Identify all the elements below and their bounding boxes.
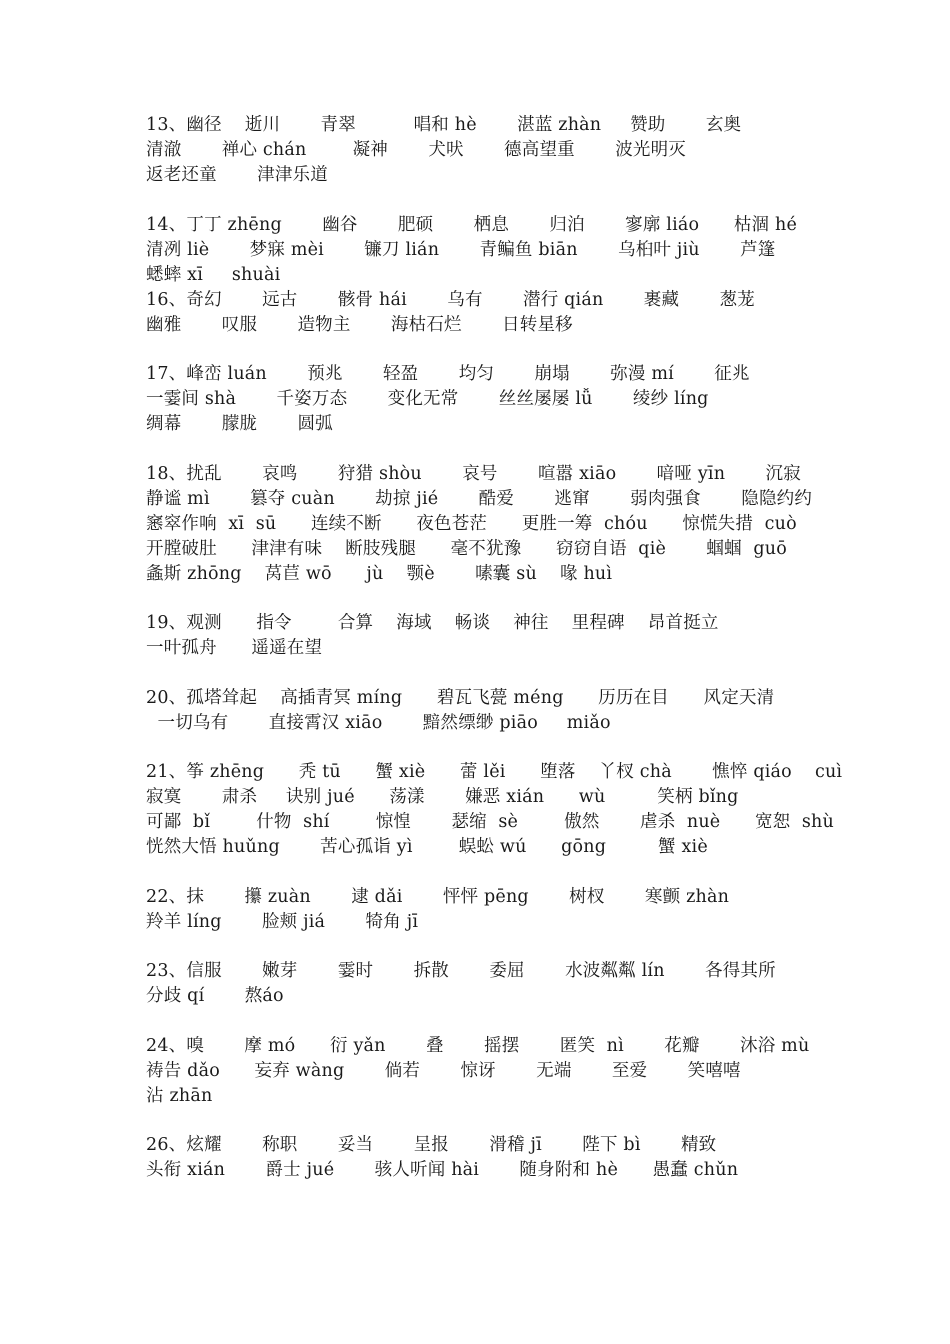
lesson-14-16 [146,213,826,338]
vocab-line: 静谧 mì 篡夺 cuàn 劫掠 jié 酷爱 逃窜 弱肉强食 隐隐约约 [146,488,813,509]
vocab-line: 羚羊 líng 脸颊 jiá 犄角 jī [146,911,419,932]
lesson-20 [146,686,826,736]
vocab-line: 开膛破肚 津津有味 断肢残腿 毫不犹豫 窃窃自语 qiè 蝈蝈 guō [146,538,787,559]
vocab-line: 头衔 xián 爵士 jué 骇人听闻 hài 随身附和 hè 愚蠢 chǔn [146,1160,739,1180]
lesson-18 [146,462,826,587]
vocab-line: 22、抹 攥 zuàn 逮 dǎi 怦怦 pēng 树杈 寒颤 zhàn [146,886,730,907]
vocab-line: 清澈 禅心 chán 凝神 犬吠 德高望重 波光明灭 [146,140,686,160]
vocab-line: 沾 zhān [146,1085,213,1106]
vocab-line: 幽雅 叹服 造物主 海枯石烂 日转星移 [146,314,573,335]
vocab-line: 返老还童 津津乐道 [146,165,328,185]
lesson-22 [146,885,826,935]
vocab-line: 可鄙 bǐ 什物 shí 惊惶 瑟缩 sè 傲然 虐杀 nuè 宽恕 shù [146,812,834,832]
vocab-line: 23、信服 嫩芽 霎时 拆散 委屈 水波粼粼 lín 各得其所 [146,961,776,981]
vocab-line: 20、孤塔耸起 高插青冥 míng 碧瓦飞甍 méng 历历在目 风定天清 [146,687,775,708]
vocab-line: 恍然大悟 huǔng 苦心孤诣 yì 蜈蚣 wú gōng 蟹 xiè [146,837,708,857]
lesson-23 [146,959,826,1009]
vocab-line: 祷告 dǎo 妄弃 wàng 倘若 惊讶 无端 至爱 笑嘻嘻 [146,1060,741,1081]
vocab-line: 螽斯 zhōng 莴苣 wō jù 颚è 嗉囊 sù 喙 huì [146,563,613,584]
lesson-26 [146,1133,826,1183]
vocab-line: 17、峰峦 luán 预兆 轻盈 均匀 崩塌 弥漫 mí 征兆 [146,364,750,384]
vocab-line: 寂寞 肃杀 诀别 jué 荡漾 嫌恶 xián wù 笑柄 bǐng [146,787,739,807]
vocab-line: 一叶孤舟 遥遥在望 [146,638,323,658]
lesson-13 [146,113,826,188]
vocab-line: 窸窣作响 xī sū 连续不断 夜色苍茫 更胜一筹 chóu 惊慌失措 cuò [146,513,797,534]
vocab-line: 蟋蟀 xī shuài [146,264,281,285]
vocab-line: 清冽 liè 梦寐 mèi 镰刀 lián 青鳊鱼 biān 乌桕叶 jiù 芦篷 [146,239,776,260]
vocab-line: 一切乌有 直接霄汉 xiāo 黯然缥缈 piāo miǎo [146,712,611,733]
vocab-line: 19、观测 指令 合算 海域 畅谈 神往 里程碑 昂首挺立 [146,613,719,633]
vocab-line: 21、筝 zhēng 秃 tū 蟹 xiè 蕾 lěi 堕落 丫杈 chà 憔悴 qiáo cuì [146,762,843,782]
vocab-line: 16、奇幻 远古 骸骨 hái 乌有 潜行 qián 裹藏 葱茏 [146,289,755,310]
vocab-line: 分歧 qí 熬áo [146,986,284,1006]
vocab-line: 14、丁丁 zhēng 幽谷 肥硕 栖息 归泊 寥廓 liáo 枯涸 hé [146,214,798,235]
lesson-24 [146,1034,826,1109]
vocab-line: 26、炫耀 称职 妥当 呈报 滑稽 jī 陛下 bì 精致 [146,1135,717,1155]
vocab-line: 13、幽径 逝川 青翠 唱和 hè 湛蓝 zhàn 赞助 玄奥 [146,115,742,135]
lesson-19 [146,611,826,661]
lesson-21 [146,760,843,860]
vocabulary-list [146,113,843,1208]
lesson-17 [146,362,826,437]
vocab-line: 一霎间 shà 千姿万态 变化无常 丝丝屡屡 lǚ 绫纱 líng [146,389,709,409]
vocab-line: 18、扰乱 哀鸣 狩猎 shòu 哀号 喧嚣 xiāo 喑哑 yīn 沉寂 [146,463,801,484]
vocab-line: 绸幕 朦胧 圆弧 [146,414,333,434]
vocab-line: 24、嗅 摩 mó 衍 yǎn 叠 摇摆 匿笑 nì 花瓣 沐浴 mù [146,1035,810,1056]
